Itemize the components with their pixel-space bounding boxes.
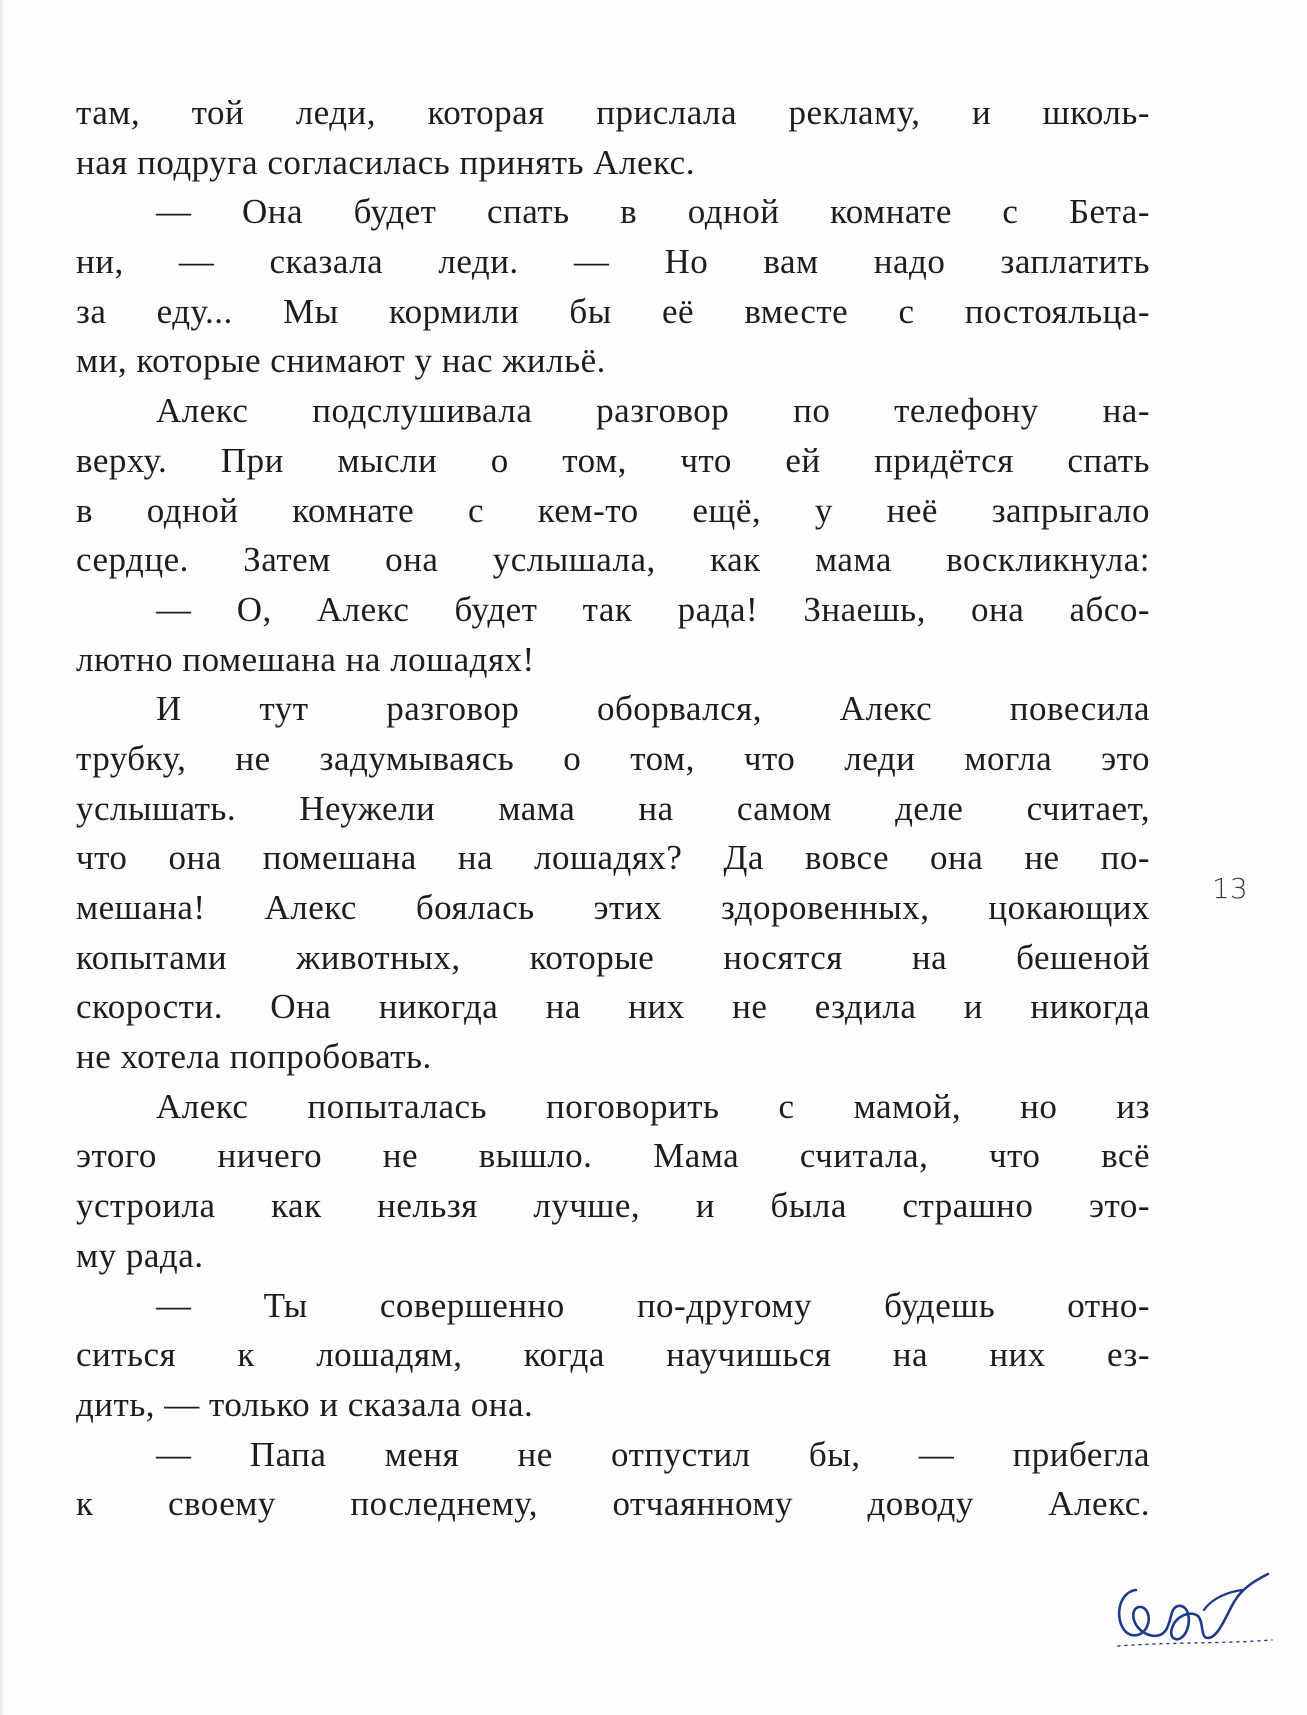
text-line: ми, которые снимают у нас жильё. <box>76 341 606 381</box>
text-line: Алекс подслушивала разговор по телефону на- <box>156 391 1150 431</box>
text-line: — Она будет спать в одной комнате с Бета- <box>156 192 1150 232</box>
text-line: к своему последнему, отчаянному доводу Алекс. <box>76 1484 1150 1524</box>
text-line: ни, — сказала леди. — Но вам надо заплатить <box>76 242 1150 282</box>
text-line: там, той леди, которая прислала рекламу, и школь- <box>76 93 1150 132</box>
text-line: — Папа меня не отпустил бы, — прибегла <box>156 1434 1150 1474</box>
handwritten-signature <box>1108 1550 1278 1660</box>
text-line: лютно помешана на лошадях! <box>76 639 535 679</box>
text-line: верху. При мысли о том, что ей придётся спать <box>76 440 1150 480</box>
text-line: устроила как нельзя лучше, и была страшно это- <box>76 1186 1150 1226</box>
text-line: услышать. Неужели мама на самом деле считает, <box>76 788 1150 828</box>
text-line: этого ничего не вышло. Мама считала, что всё <box>76 1136 1150 1176</box>
text-line: копытами животных, которые носятся на бешеной <box>76 937 1150 977</box>
text-line: ситься к лошадям, когда научишься на них ез- <box>76 1335 1150 1375</box>
text-line: Алекс попыталась поговорить с мамой, но из <box>156 1086 1150 1126</box>
text-line: что она помешана на лошадях? Да вовсе она не по- <box>76 838 1150 878</box>
text-line: му рада. <box>76 1235 204 1275</box>
text-line: в одной комнате с кем-то ещё, у неё запрыгало <box>76 490 1150 530</box>
text-line: скорости. Она никогда на них не ездила и никогда <box>76 987 1150 1027</box>
page-edge-shadow <box>0 0 4 1715</box>
text-line: — Ты совершенно по-другому будешь отно- <box>156 1285 1150 1325</box>
text-line: ная подруга согласилась принять Алекс. <box>76 142 695 182</box>
text-line: трубку, не задумываясь о том, что леди могла это <box>76 738 1150 778</box>
page-number: 13 <box>1212 872 1248 905</box>
text-line: не хотела попробовать. <box>76 1037 432 1077</box>
text-line: за еду... Мы кормили бы её вместе с постояльца- <box>76 291 1150 331</box>
text-line: И тут разговор оборвался, Алекс повесила <box>156 689 1150 729</box>
text-line: — О, Алекс будет так рада! Знаешь, она абсо- <box>156 589 1150 629</box>
text-line: мешана! Алекс боялась этих здоровенных, цокающих <box>76 888 1150 927</box>
text-line: дить, — только и сказала она. <box>76 1384 534 1424</box>
body-text <box>76 88 1150 1529</box>
text-line: сердце. Затем она услышала, как мама воскликнула: <box>76 540 1150 580</box>
